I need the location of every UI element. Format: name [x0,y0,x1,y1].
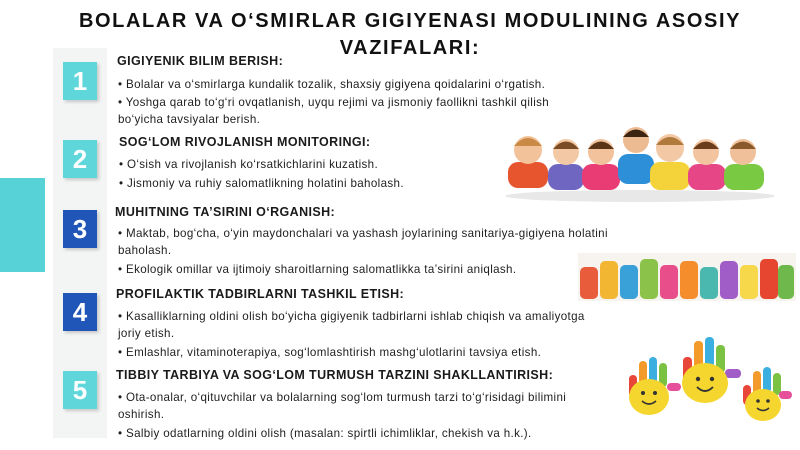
side-accent-bar [0,178,45,272]
section-4-title: PROFILAKTIK TADBIRLARNI TASHKIL ETISH: [116,287,405,301]
section-3-title: MUHITNING TA’SIRINI O‘RGANISH: [115,205,336,219]
section-1-title: GIGIYENIK BILIM BERISH: [117,54,284,68]
section-4-bullet-1: • Kasalliklarning oldini olish bo‘yicha gigiyenik tadbirlarni ishlab chiqish va amaliyotga joriy etish. [118,310,585,340]
title-line-1: BOLALAR VA O‘SMIRLAR GIGIYENASI MODULINING ASOSIY [78,10,742,32]
section-2-bullet-2: • Jismoniy va ruhiy salomatlikning holatini baholash. [119,177,404,190]
badge-5: 5 [63,371,97,409]
children-group-photo [500,120,780,205]
section-1-bullet-1: • Bolalar va o‘smirlarga kundalik tozalik, shaxsiy gigiyena qoidalarini o‘rgatish. [118,78,546,91]
section-5-title: TIBBIY TARBIYA VA SOG‘LOM TURMUSH TARZINI SHAKLLANTIRISH: [116,368,554,382]
badge-2: 2 [63,140,97,178]
badge-4: 4 [63,293,97,331]
section-2-title: SOG‘LOM RIVOJLANISH MONITORINGI: [119,135,371,149]
badge-1: 1 [63,62,97,100]
section-3-bullet-1: • Maktab, bog‘cha, o‘yin maydonchalari va yashash joylarining sanitariya-gigiyena holatini baholash. [118,227,608,257]
section-3-bullet-2: • Ekologik omillar va ijtimoiy sharoitlarning salomatlikka ta’sirini aniqlash. [118,263,517,276]
painted-hands-illustration [615,335,795,430]
title-line-2: VAZIFALARI: [339,37,481,59]
colorful-hands-photo [578,253,796,301]
section-2-bullet-1: • O‘sish va rivojlanish ko‘rsatkichlarini kuzatish. [119,158,379,171]
section-4-bullet-2: • Emlashlar, vitaminoterapiya, sog‘lomlashtirish mashg‘ulotlarini tavsiya etish. [118,346,542,359]
badge-3: 3 [63,210,97,248]
section-5-bullet-2: • Salbiy odatlarning oldini olish (masalan: spirtli ichimliklar, chekish va h.k.). [118,427,532,440]
section-1-bullet-2: • Yoshga qarab to‘g‘ri ovqatlanish, uyqu rejimi va jismoniy faollikni tashkil qilish bo‘yicha tavsiyalar berish. [118,96,550,126]
section-5-bullet-1: • Ota-onalar, o‘qituvchilar va bolalarning sog‘lom turmush tarzi to‘g‘risidagi bilimini oshirish. [118,391,567,421]
